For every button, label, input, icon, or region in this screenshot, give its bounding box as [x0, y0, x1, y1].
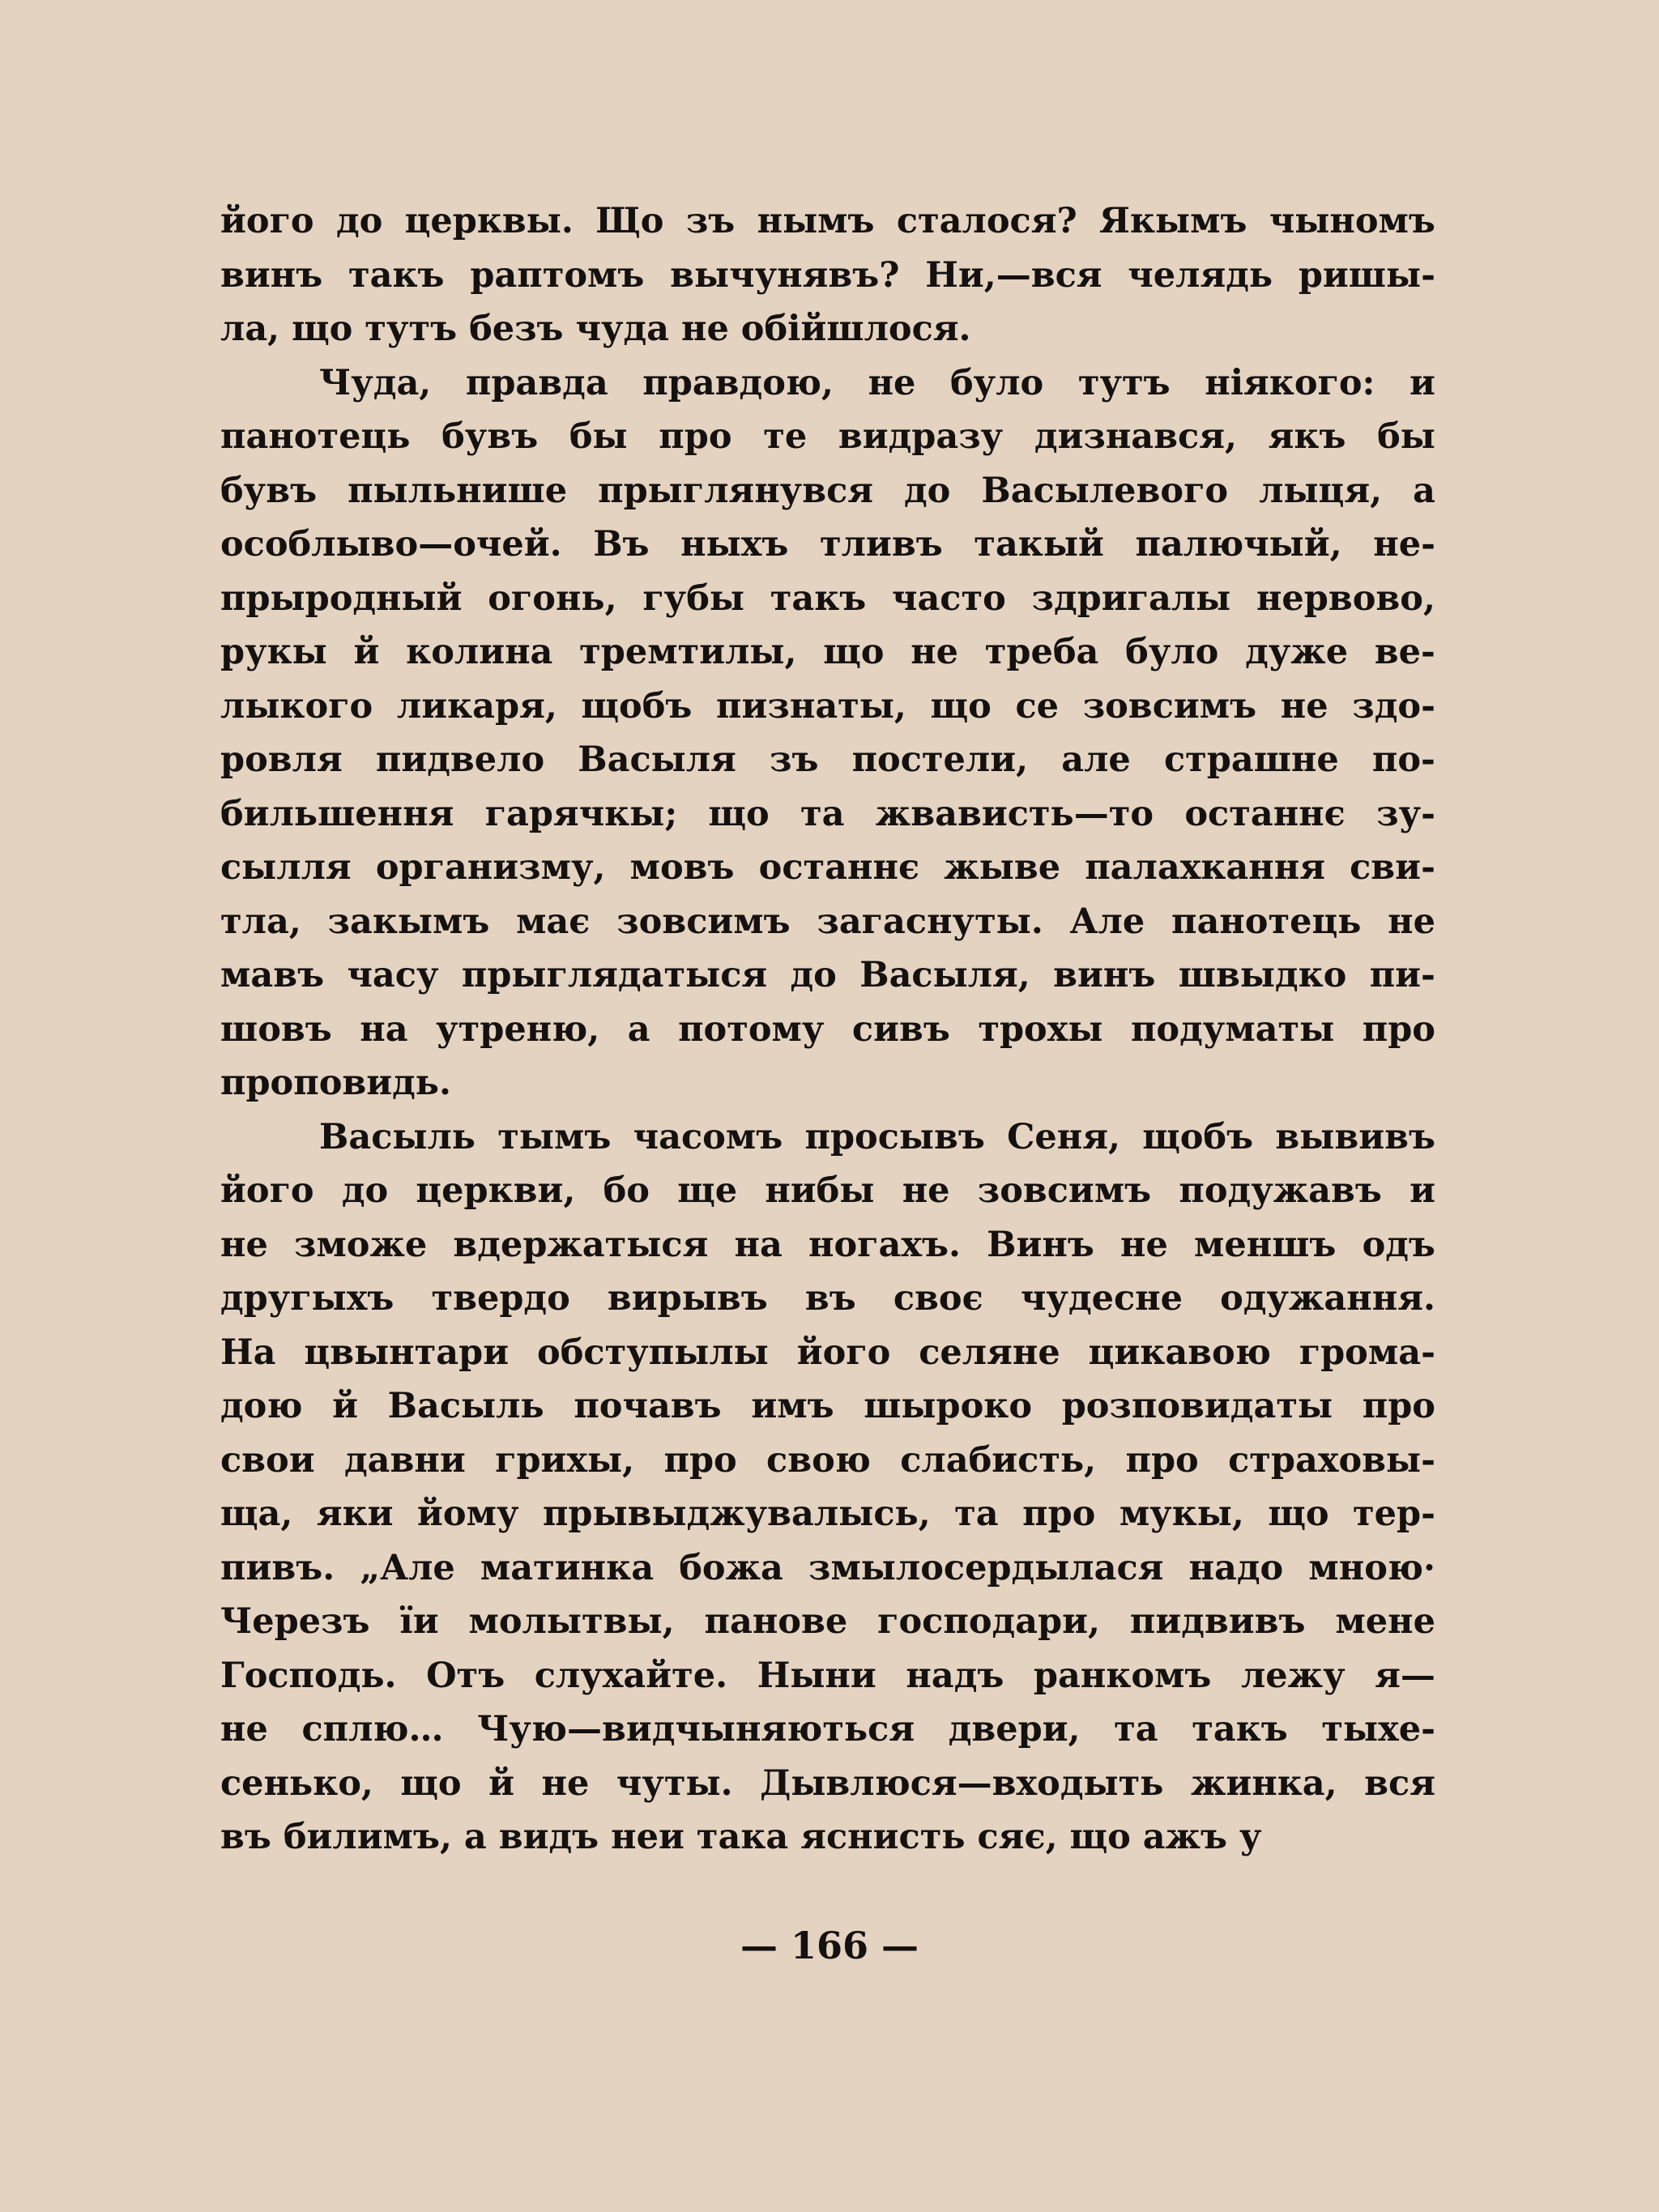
text-line: винъ такъ раптомъ вычунявъ? Ни,—вся челядь ришы- — [220, 254, 1435, 296]
text-line: мавъ часу прыглядатыся до Васыля, винъ швыдко пи- — [220, 955, 1435, 995]
paragraph — [220, 1110, 1435, 1865]
text-line: бильшення гарячкы; що та жвависть—то останнє зу- — [220, 793, 1435, 834]
text-line: ла, що тутъ безъ чуда не обійшлося. — [220, 309, 971, 349]
text-line: На цвынтари обступылы його селяне цикавою грома- — [220, 1332, 1435, 1373]
text-line: въ билимъ, а видъ неи така яснисть сяє, що ажъ у — [220, 1817, 1262, 1857]
text-line: Господь. Отъ слухайте. Ныни надъ ранкомъ лежу я— — [220, 1655, 1435, 1696]
text-line: пивъ. „Але матинка божа змылосердылася надо мною· — [220, 1547, 1435, 1588]
text-line: прыродный огонь, губы такъ часто здригалы нервово, — [220, 578, 1435, 619]
text-line: шовъ на утреню, а потому сивъ трохы подуматы про — [220, 1008, 1435, 1050]
text-line: його до церкви, бо ще нибы не зовсимъ подужавъ и — [220, 1170, 1435, 1211]
text-line: дою й Васыль почавъ имъ шыроко розповидаты про — [220, 1386, 1435, 1426]
text-line: ща, яки йому прывыджувалысь, та про мукы, що тер- — [220, 1494, 1435, 1534]
text-line: бувъ пыльнише прыглянувся до Васылевого лыця, а — [220, 470, 1435, 511]
text-line: ровля пидвело Васыля зъ постели, але страшне по- — [220, 739, 1435, 780]
text-line: Васыль тымъ часомъ просывъ Сеня, щобъ вывивъ — [319, 1116, 1435, 1157]
text-line: свои давни грихы, про свою слабисть, про страховы- — [220, 1439, 1435, 1481]
text-line: рукы й колина тремтилы, що не треба було дуже ве- — [220, 632, 1435, 672]
paragraph — [220, 194, 1435, 356]
text-line: не сплю… Чую—видчыняються двери, та такъ тыхе- — [220, 1709, 1435, 1750]
text-line: другыхъ твердо вирывъ въ своє чудесне одужання. — [220, 1278, 1435, 1319]
text-line: панотець бувъ бы про те видразу дизнався, якъ бы — [220, 416, 1435, 457]
text-line: сенько, що й не чуты. Дывлюся—входыть жинка, вся — [220, 1762, 1435, 1804]
text-line: Чуда, правда правдою, не було тутъ ніякого: и — [319, 362, 1435, 403]
text-line: проповидь. — [220, 1063, 451, 1103]
page-number: — 166 — — [740, 1924, 919, 1967]
text-line: особлыво—очей. Въ ныхъ тливъ такый палючый, не- — [220, 524, 1435, 565]
body-text — [220, 194, 1435, 1865]
text-line: лыкого ликаря, щобъ пизнаты, що се зовсимъ не здо- — [220, 685, 1435, 727]
text-line: не зможе вдержатыся на ногахъ. Винъ не меншъ одъ — [220, 1224, 1435, 1265]
text-line: сылля организму, мовъ останнє жыве палахкання сви- — [220, 847, 1435, 888]
text-line: Черезъ ïи молытвы, панове господари, пидвивъ мене — [220, 1601, 1435, 1642]
text-line: тла, закымъ має зовсимъ загаснуты. Але панотець не — [220, 901, 1435, 942]
text-line: його до церквы. Що зъ нымъ сталося? Якымъ чыномъ — [220, 201, 1435, 241]
paragraph — [220, 356, 1435, 1110]
